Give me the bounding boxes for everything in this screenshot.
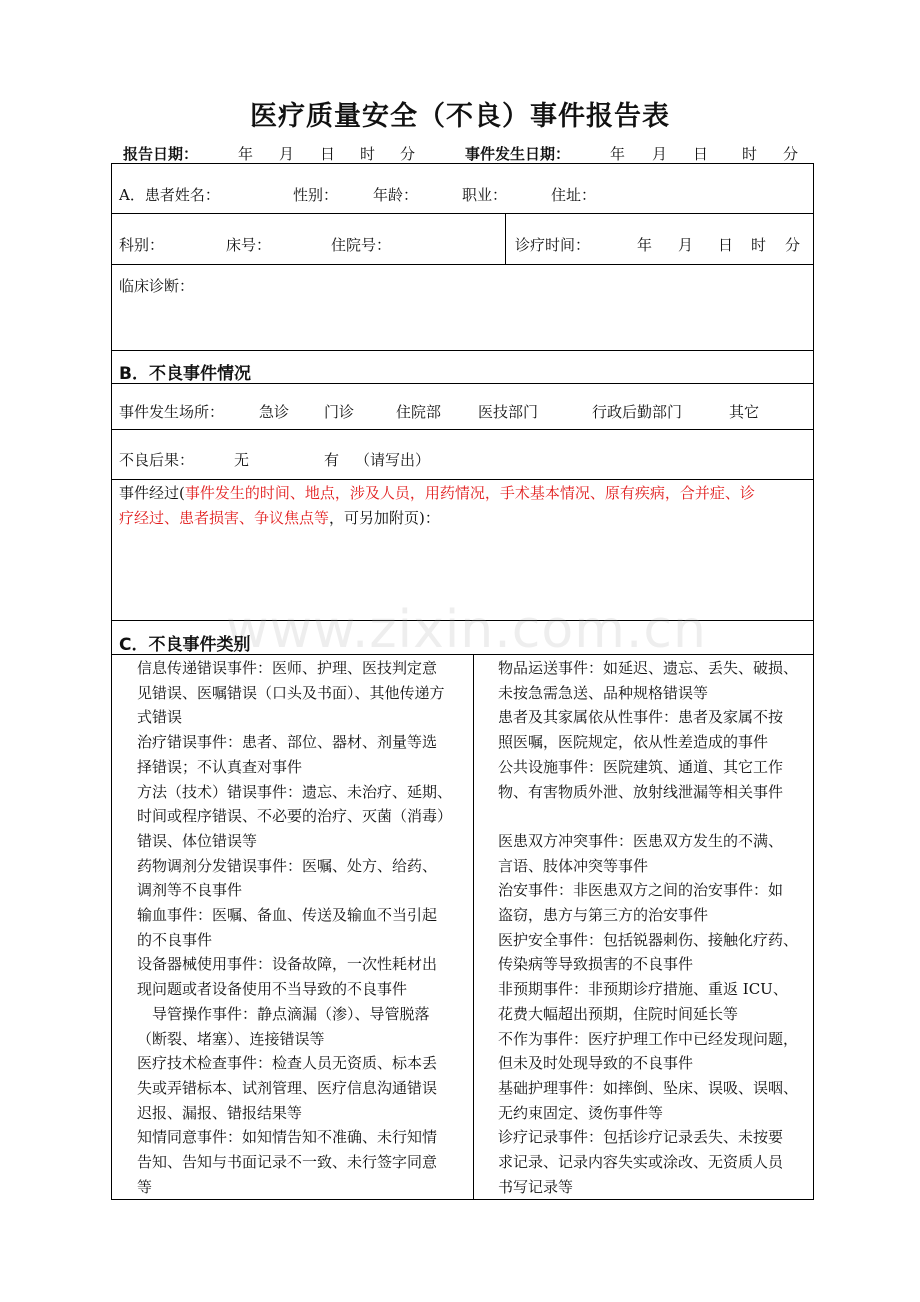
category-line: 错误、体位错误等 xyxy=(137,831,258,850)
location-inpatient: 住院部 xyxy=(396,403,442,421)
category-line: 失或弄错标本、试剂管理、医疗信息沟通错误 xyxy=(137,1078,438,1097)
category-line: 公共设施事件：医院建筑、通道、其它工作 xyxy=(498,757,784,776)
location-emergency: 急诊 xyxy=(259,403,290,421)
category-line: 照医嘱，医院规定，依从性差造成的事件 xyxy=(498,733,769,752)
patient-name-label: 患者姓名： xyxy=(144,186,220,204)
gender-label: 性别： xyxy=(293,186,339,204)
category-line: 诊疗记录事件：包括诊疗记录丢失、未按要 xyxy=(498,1128,784,1147)
category-line: 等 xyxy=(137,1177,153,1196)
category-line: 告知、告知与书面记录不一致、未行签字同意 xyxy=(137,1153,438,1172)
department-label: 科别： xyxy=(119,236,165,254)
process-prefix: 事件经过( xyxy=(119,484,185,502)
report-hour-unit: 时 xyxy=(360,145,376,163)
process-instructions-line2: 疗经过、患者损害、争议焦点等 xyxy=(119,508,330,527)
category-line: 知情同意事件：如知情告知不准确、未行知情 xyxy=(137,1128,438,1147)
outcome-none: 无 xyxy=(234,451,250,469)
event-day-unit: 日 xyxy=(693,145,709,163)
category-line: 迟报、漏报、错报结果等 xyxy=(137,1103,303,1122)
process-suffix: ，可另加附页)： xyxy=(329,508,440,527)
report-date-label: 报告日期： xyxy=(123,145,199,163)
clinical-diagnosis-label: 临床诊断： xyxy=(119,277,195,295)
outcome-note: （请写出） xyxy=(355,451,431,469)
category-line: 医疗技术检查事件：检查人员无资质、标本丢 xyxy=(137,1054,438,1073)
category-line: 求记录、记录内容失实或涂改、无资质人员 xyxy=(498,1153,784,1172)
location-outpatient: 门诊 xyxy=(324,403,355,421)
address-label: 住址： xyxy=(551,186,597,204)
category-line: 调剂等不良事件 xyxy=(137,881,243,900)
event-minute-unit: 分 xyxy=(783,145,799,163)
event-location-label: 事件发生场所： xyxy=(119,403,225,421)
category-line: 导管操作事件：静点滴漏（渗）、导管脱落 xyxy=(152,1004,430,1023)
treatment-minute-unit: 分 xyxy=(785,236,801,254)
section-b-title: B．不良事件情况 xyxy=(119,364,251,384)
report-day-unit: 日 xyxy=(320,145,336,163)
treatment-year-unit: 年 xyxy=(637,236,653,254)
event-hour-unit: 时 xyxy=(742,145,758,163)
category-line: 的不良事件 xyxy=(137,930,213,949)
category-line: 见错误、医嘱错误（口头及书面）、其他传递方 xyxy=(137,683,445,702)
category-line: （断裂、堵塞）、连接错误等 xyxy=(137,1029,325,1048)
row-divider xyxy=(111,350,814,351)
category-line: 方法（技术）错误事件：遗忘、未治疗、延期、 xyxy=(137,782,453,801)
location-medical-tech: 医技部门 xyxy=(478,403,539,421)
category-line: 信息传递错误事件：医师、护理、医技判定意 xyxy=(137,659,438,677)
category-line: 但未及时处现导致的不良事件 xyxy=(498,1054,694,1073)
category-line: 患者及其家属依从性事件：患者及家属不按 xyxy=(498,708,784,727)
site-watermark: www.zixin.com.cn xyxy=(226,600,707,660)
category-line: 盗窃，患方与第三方的治安事件 xyxy=(498,906,709,925)
category-line: 非预期事件：非预期诊疗措施、重返 ICU、 xyxy=(498,980,788,999)
category-line: 医患双方冲突事件：医患双方发生的不满、 xyxy=(498,831,784,850)
category-line: 未按急需急送、品种规格错误等 xyxy=(498,683,709,702)
row-divider xyxy=(111,479,814,480)
location-admin-logistics: 行政后勤部门 xyxy=(592,403,683,421)
category-line: 物品运送事件：如延迟、遗忘、丢失、破损、 xyxy=(498,659,799,677)
section-a-label: A． xyxy=(119,186,145,204)
category-line: 式错误 xyxy=(137,708,183,727)
age-label: 年龄： xyxy=(373,186,419,204)
bed-number-label: 床号： xyxy=(226,236,272,254)
event-date-label: 事件发生日期： xyxy=(465,145,571,163)
treatment-month-unit: 月 xyxy=(678,236,694,254)
event-categories-right xyxy=(498,656,810,1199)
process-instructions-line1: 事件发生的时间、地点，涉及人员，用药情况，手术基本情况、原有疾病，合并症、诊 xyxy=(184,484,755,502)
category-line: 现问题或者设备使用不当导致的不良事件 xyxy=(137,980,408,999)
category-line: 无约束固定、烫伤事件等 xyxy=(498,1103,664,1122)
treatment-time-label: 诊疗时间： xyxy=(515,236,591,254)
occupation-label: 职业： xyxy=(462,186,508,204)
section-a-row xyxy=(119,184,220,205)
category-line: 药物调剂分发错误事件：医嘱、处方、给药、 xyxy=(137,856,438,875)
row-divider xyxy=(111,213,814,214)
event-month-unit: 月 xyxy=(652,145,668,163)
category-line: 治安事件：非医患双方之间的治安事件：如 xyxy=(498,881,784,900)
category-line xyxy=(498,804,810,829)
column-divider xyxy=(505,213,506,264)
category-line: 医护安全事件：包括锐器刺伤、接触化疗药、 xyxy=(498,930,799,949)
event-year-unit: 年 xyxy=(610,145,626,163)
category-line: 物、有害物质外泄、放射线泄漏等相关事件 xyxy=(498,782,784,801)
report-month-unit: 月 xyxy=(279,145,295,163)
category-line: 书写记录等 xyxy=(498,1177,574,1196)
section-c-title: C．不良事件类别 xyxy=(119,635,251,655)
category-line: 花费大幅超出预期，住院时间延长等 xyxy=(498,1004,739,1023)
row-divider xyxy=(111,264,814,265)
category-line: 不作为事件：医疗护理工作中已经发现问题， xyxy=(498,1029,799,1048)
event-categories-left xyxy=(137,656,473,1199)
location-other: 其它 xyxy=(729,403,760,421)
row-divider xyxy=(111,429,814,430)
treatment-day-unit: 日 xyxy=(718,236,734,254)
category-line: 择错误；不认真查对事件 xyxy=(137,757,303,776)
outcome-yes: 有 xyxy=(324,451,340,469)
category-line: 言语、肢体冲突等事件 xyxy=(498,856,649,875)
category-line: 时间或程序错误、不必要的治疗、灭菌（消毒） xyxy=(137,807,453,826)
form-title: 医疗质量安全（不良）事件报告表 xyxy=(250,101,670,132)
report-minute-unit: 分 xyxy=(400,145,416,163)
category-line: 设备器械使用事件：设备故障，一次性耗材出 xyxy=(137,955,438,974)
category-line: 传染病等导致损害的不良事件 xyxy=(498,955,694,974)
column-divider xyxy=(473,654,474,1199)
category-line: 输血事件：医嘱、备血、传送及输血不当引起 xyxy=(137,906,438,925)
report-year-unit: 年 xyxy=(238,145,254,163)
treatment-hour-unit: 时 xyxy=(751,236,767,254)
category-line: 治疗错误事件：患者、部位、器材、剂量等选 xyxy=(137,733,438,752)
category-line: 基础护理事件：如摔倒、坠床、误吸、误咽、 xyxy=(498,1078,799,1097)
outcome-label: 不良后果： xyxy=(119,451,195,469)
inpatient-number-label: 住院号： xyxy=(331,236,392,254)
event-process-prompt xyxy=(119,481,809,530)
